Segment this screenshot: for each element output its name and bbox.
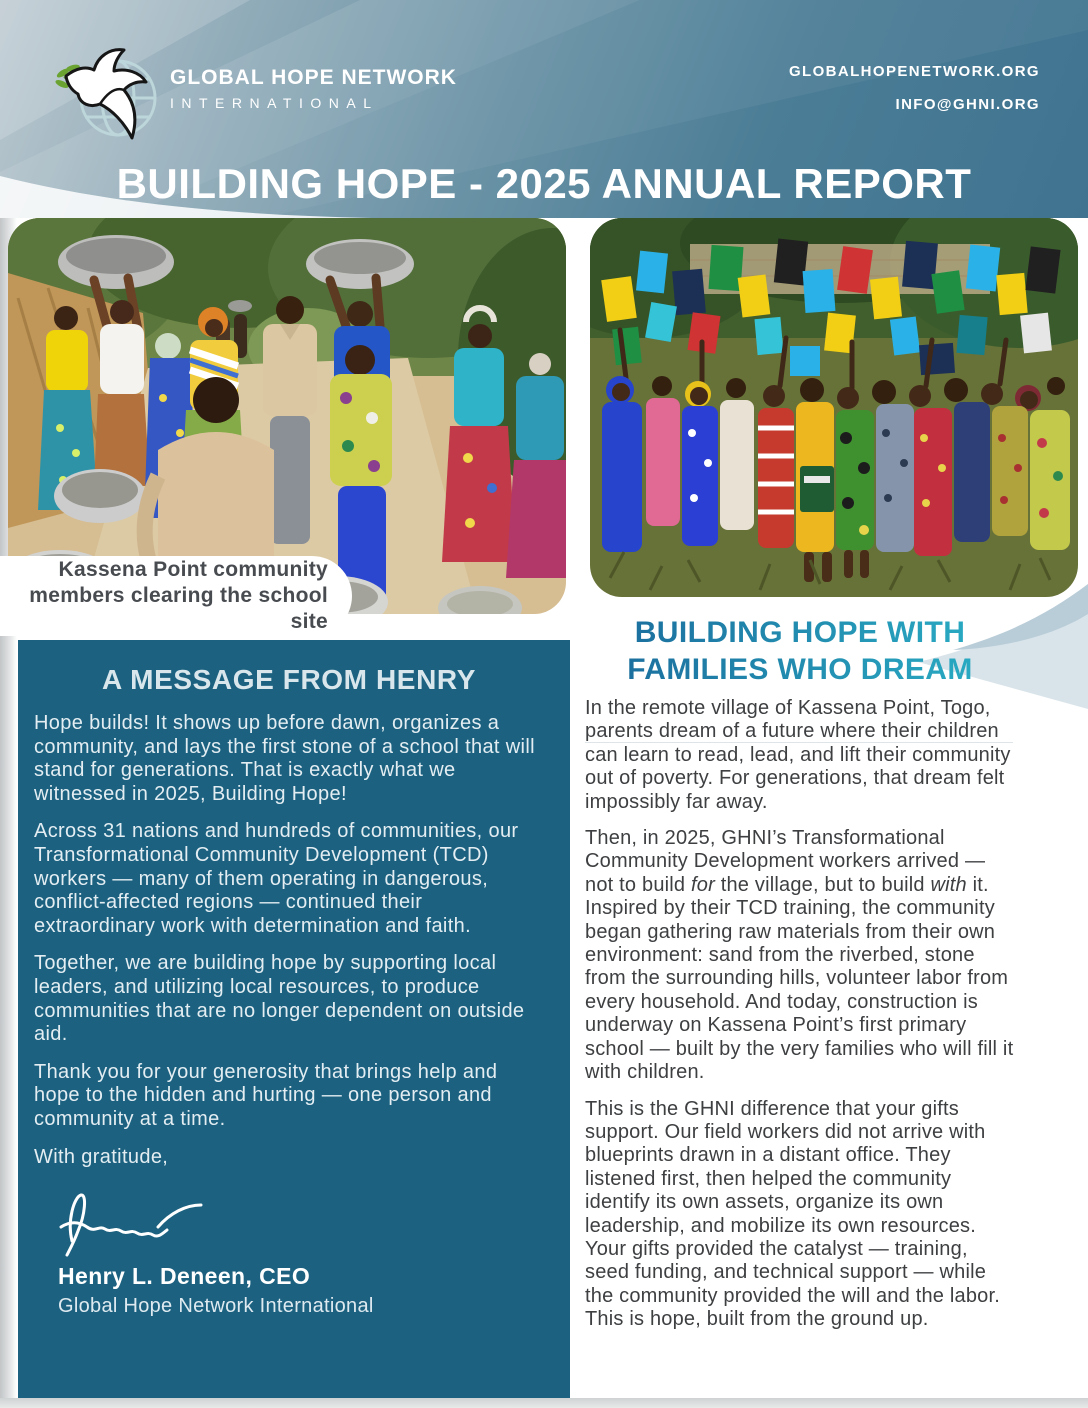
website-url: GLOBALHOPENETWORK.ORG xyxy=(788,63,1040,80)
header-banner xyxy=(0,0,1088,218)
header-contacts xyxy=(789,55,1040,121)
org-subname: INTERNATIONAL xyxy=(170,95,379,111)
worksite-photo-illustration xyxy=(8,218,566,614)
message-from-henry-panel xyxy=(18,640,570,1398)
story-p2-mid: the village, but to build xyxy=(714,873,931,896)
story-heading-line1: BUILDING HOPE WITH xyxy=(634,616,966,649)
children-supplies-photo xyxy=(590,218,1078,597)
story-p2-post: it. Inspired by their TCD training, the community began gathering raw materials from their own environment: sand from the riverbed, stone from the surrounding hills, volunteer labor from every household. And today, construction is underway on Kassena Point’s first primary school — built by the very families who will fill it with children. xyxy=(585,873,1014,1084)
signature-graphic xyxy=(54,1185,214,1259)
children-photo-illustration xyxy=(590,218,1078,597)
message-paragraph-1: Hope builds! It shows up before dawn, organizes a community, and lays the first stone of a school that will stand for generations. That is exactly what we witnessed in 2025, Building Hope! xyxy=(34,712,535,805)
story-paragraph-2 xyxy=(585,827,1015,1084)
story-column xyxy=(585,614,1015,1345)
community-worksite-photo xyxy=(8,218,566,614)
message-paragraph-3: Together, we are building hope by supporting local leaders, and utilizing local resources, to produce communities that are no longer dependent on outside aid. xyxy=(34,952,525,1046)
story-heading-line2: FAMILIES WHO DREAM xyxy=(627,653,973,686)
org-name: GLOBAL HOPE NETWORK xyxy=(170,66,457,89)
story-paragraph-3: This is the GHNI difference that your gifts support. Our field workers did not arrive with blueprints drawn in a distant office. They listened first, then helped the community identify its own assets, organize its own leadership, and mobilize its own resources. Your gifts provided the catalyst — training, seed funding, and technical support — while the community provided the will and the labor. This is hope, built from the ground up. xyxy=(585,1097,1000,1331)
message-paragraph-4: Thank you for your generosity that brings help and hope to the hidden and hurting — one person and community at a time. xyxy=(34,1060,498,1130)
message-heading: A MESSAGE FROM HENRY xyxy=(102,664,476,695)
story-p2-italic-for: for xyxy=(691,873,715,896)
page-edge-shadow-bottom xyxy=(0,1398,1088,1408)
photo-caption-line2: members clearing the school site xyxy=(29,584,328,633)
dove-globe-logo-icon xyxy=(50,42,180,150)
email-address: INFO@GHNI.ORG xyxy=(895,96,1040,113)
report-title: BUILDING HOPE - 2025 ANNUAL REPORT xyxy=(116,160,972,207)
message-paragraph-2: Across 31 nations and hundreds of communities, our Transformational Community Development (TCD) workers — many of them operating in dangerous, conflict-affected regions — continued their extraordinary work with determination and faith. xyxy=(34,820,519,937)
story-heading xyxy=(585,614,1015,688)
story-p2-italic-with: with xyxy=(930,873,967,896)
story-paragraph-1: In the remote village of Kassena Point, Togo, parents dream of a future where their children can learn to read, lead, and lift their community out of poverty. For generations, that dream felt impossibly far away. xyxy=(585,697,1011,813)
faint-divider-line xyxy=(585,742,1013,743)
photo-caption-box xyxy=(0,556,352,636)
photo-caption-line1: Kassena Point community xyxy=(58,558,328,581)
org-name-block xyxy=(170,66,457,111)
signatory-name: Henry L. Deneen, CEO xyxy=(58,1263,311,1290)
story-p2-pre: Then, in 2025, GHNI’s Transformational Community Development workers arrived — not to build xyxy=(585,827,986,896)
closing-line: With gratitude, xyxy=(34,1145,169,1168)
signatory-org: Global Hope Network International xyxy=(58,1295,374,1318)
